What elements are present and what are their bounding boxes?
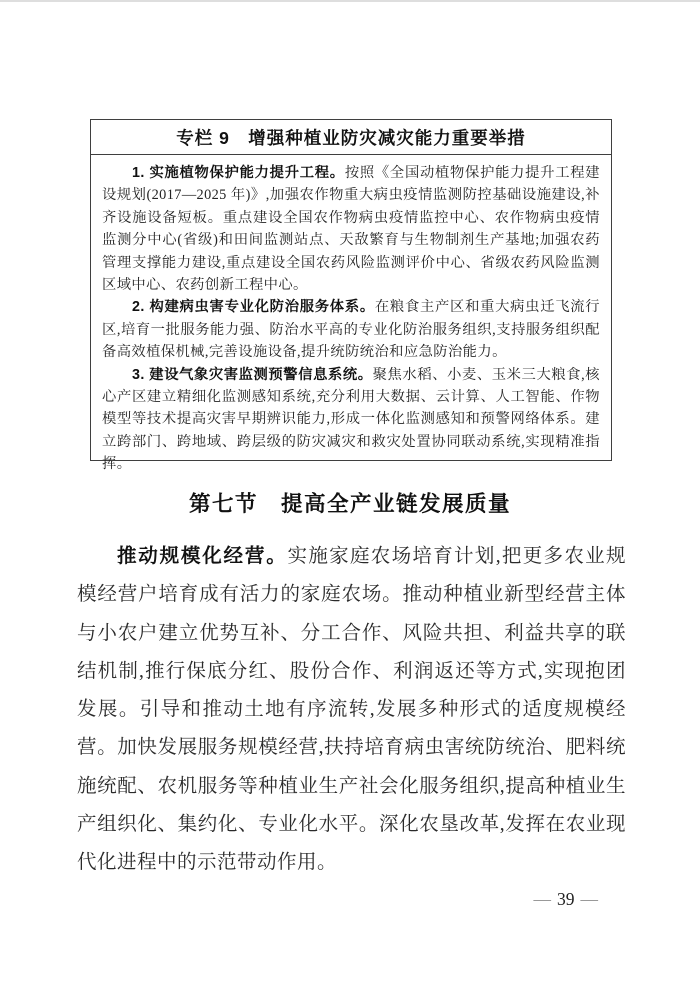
item-2-lead: 2. 构建病虫害专业化防治服务体系。 — [132, 299, 375, 316]
body-paragraph — [77, 537, 626, 883]
page-number-value: 39 — [557, 889, 575, 909]
item-1-body: 按照《全国动植物保护能力提升工程建设规划(2017—2025 年)》,加强农作物重大病虫疫情监测防控基础设施建设,补齐设施设备短板。重点建设全国农作物病虫疫情监控中心、农作物病虫疫情监测分中心(省级)和田间监测站点、天敌繁育与生物制剂生产基地;加强农药管理支撑能力建设,重点建设全国农药风险监测评价中心、省级农药风险监测区域中心、农药创新工程中心。 — [102, 165, 600, 294]
paragraph-body: 实施家庭农场培育计划,把更多农业规模经营户培育成有活力的家庭农场。推动种植业新型经营主体与小农户建立优势互补、分工合作、风险共担、利益共享的联结机制,推行保底分红、股份合作、利润返还等方式,实现抱团发展。引导和推动土地有序流转,发展多种形式的适度规模经营。加快发展服务规模经营,扶持培育病虫害统防统治、肥料统施统配、农机服务等种植业生产社会化服务组织,提高种植业生产组织化、集约化、专业化水平。深化农垦改革,发挥在农业现代化进程中的示范带动作用。 — [77, 546, 626, 874]
callout-box-item-1 — [102, 162, 600, 296]
callout-box-item-3 — [102, 364, 600, 476]
page-number — [528, 889, 605, 910]
page-top-border — [0, 0, 700, 2]
paragraph-lead: 推动规模化经营。 — [116, 545, 288, 567]
item-1-lead: 1. 实施植物保护能力提升工程。 — [132, 165, 345, 181]
callout-box — [90, 119, 612, 473]
page-number-dash-left: — — [533, 889, 551, 909]
section-heading: 第七节 提高全产业链发展质量 — [188, 492, 511, 516]
callout-box-titlebar — [91, 120, 611, 155]
callout-box-content — [91, 155, 611, 484]
item-3-lead: 3. 建设气象灾害监测预警信息系统。 — [132, 366, 373, 383]
callout-box-item-2 — [102, 296, 600, 363]
item-2-body: 在粮食主产区和重大病虫迁飞流行区,培育一批服务能力强、防治水平高的专业化防治服务组织,支持服务组织配备高效植保机械,完善设施设备,提升统防统治和应急防治能力。 — [102, 299, 600, 361]
callout-box-title: 专栏 9 增强种植业防灾减灾能力重要举措 — [176, 127, 526, 148]
page-number-dash-right: — — [580, 889, 598, 909]
item-3-body: 聚焦水稻、小麦、玉米三大粮食,核心产区建立精细化监测感知系统,充分利用大数据、云计算、人工智能、作物模型等技术提高灾害早期辨识能力,形成一体化监测感知和预警网络体系。建立跨部门、跨地域、跨层级的防灾减灾和救灾处置协同联动系统,实现精准指挥。 — [102, 366, 600, 473]
